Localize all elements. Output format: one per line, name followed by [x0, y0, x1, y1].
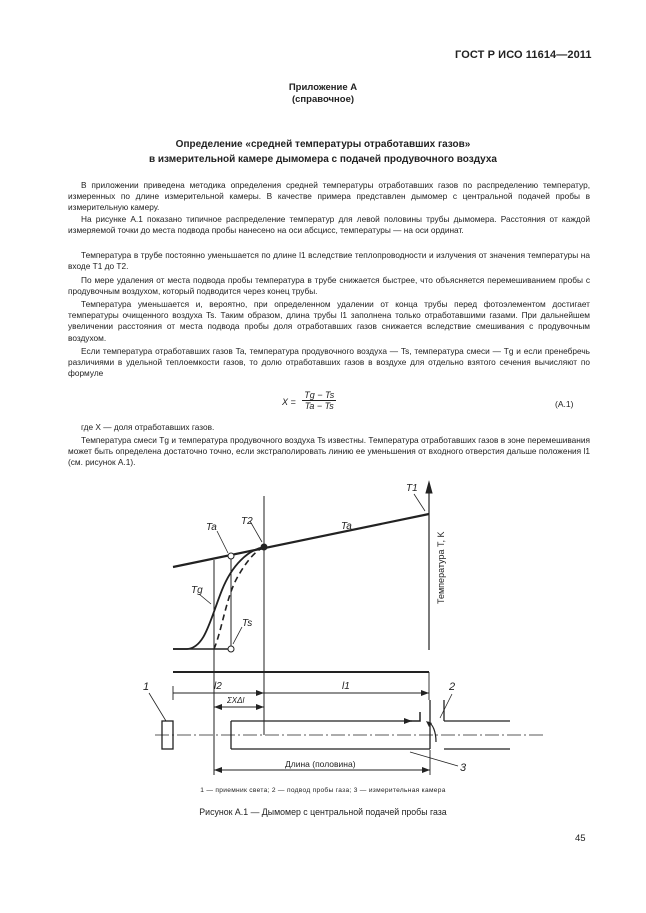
paragraph-3: Температура в трубе постоянно уменьшается по длине l1 вследствие теплопроводности и излучения от значения температуры на входе T1 до T2. — [68, 250, 590, 272]
where-line: где X — доля отработавших газов. — [81, 422, 215, 432]
callout-1: 1 — [143, 681, 150, 693]
formula-numerator: Tg − Ts — [304, 390, 335, 400]
paragraph-1: В приложении приведена методика определения средней температуры отработавших газов по распределению температур, измеренных по длине измерительной камеры. В качестве примера представлен дымомер с центральной подачей пробы в измерительную камеру. — [68, 180, 590, 213]
heading-line-2: в измерительной камере дымомера с подачей продувочного воздуха — [148, 154, 497, 165]
label-ts: Ts — [242, 618, 253, 629]
appendix-title: Приложение А — [288, 82, 358, 93]
paragraph-5: Температура уменьшается и, вероятно, при определенном удалении от конца трубы перед фотоэлементом достигает температуры очищенного воздуха Ts. Таким образом, длина трубы l1 заполнена только отработавшими газами. При дальнейшем увеличении расстояния от места подвода пробы доля отработавших газов снижается вследствие смешивания с продувочным воздухом. — [68, 299, 590, 343]
axis-arrow-icon — [426, 482, 432, 493]
figure-note: 1 — приемник света; 2 — подвод пробы газа; 3 — измерительная камера — [200, 787, 446, 794]
label-ta-left: Ta — [206, 522, 217, 533]
figure-a1 — [0, 470, 646, 810]
ts-point — [228, 646, 234, 652]
figure-caption: Рисунок А.1 — Дымомер с центральной подачей пробы газа — [199, 807, 447, 817]
formula-number: (А.1) — [555, 399, 574, 409]
axis-y-label: Температура T, K — [436, 531, 446, 604]
label-t2: T2 — [241, 516, 253, 527]
t2-point — [261, 544, 268, 551]
formula-denominator: Ta − Ts — [304, 401, 334, 411]
formula-lhs: X = — [282, 397, 296, 407]
label-l2: l2 — [214, 681, 222, 692]
ta-point — [228, 553, 234, 559]
leader-1 — [149, 693, 166, 721]
leader-3 — [410, 752, 458, 766]
label-length: Длина (половина) — [285, 759, 356, 769]
callout-3: 3 — [460, 762, 467, 774]
label-sum: ΣXΔl — [227, 696, 245, 705]
label-t1: T1 — [406, 483, 418, 494]
page-number: 45 — [575, 833, 586, 844]
paragraph-2: На рисунке А.1 показано типичное распределение температур для левой половины трубы дымомера. Расстояния от каждой измеряемой точки до места подвода пробы нанесено на оси абсцисс, температуры — на оси ординат. — [68, 214, 590, 236]
section-heading — [40, 137, 606, 167]
leader-2 — [440, 694, 452, 718]
label-ta-right: Ta — [341, 521, 352, 532]
formula — [282, 390, 336, 411]
label-tg: Tg — [191, 585, 203, 596]
paragraph-7: Температура смеси Tg и температура продувочного воздуха Ts известны. Температура отработавших газов в зоне перемешивания может быть определена достаточно точно, если экстраполировать линию ее уменьшения от входного отверстия дальше положения l1 (см. рисунок А.1). — [68, 435, 590, 468]
callout-2: 2 — [449, 681, 456, 693]
label-l1: l1 — [342, 681, 350, 692]
tg-curve — [173, 547, 264, 649]
paragraph-6: Если температура отработавших газов Ta, температура продувочного воздуха — Ts, температура смеси — Tg и если пренебречь различиями в удельной теплоемкости газов, то долю отработавших газов в воздухе для отдельно взятого сечения вычисляют по формуле — [68, 346, 590, 379]
paragraph-4: По мере удаления от места подвода пробы температура в трубе снижается быстрее, что объясняется перемешиванием пробы с продувочным воздухом, который подводится через конец трубы. — [68, 275, 590, 297]
standard-header: ГОСТ Р ИСО 11614—2011 — [455, 49, 592, 61]
heading-line-1: Определение «средней температуры отработавших газов» — [175, 139, 471, 150]
appendix-subtitle: (справочное) — [291, 94, 355, 105]
